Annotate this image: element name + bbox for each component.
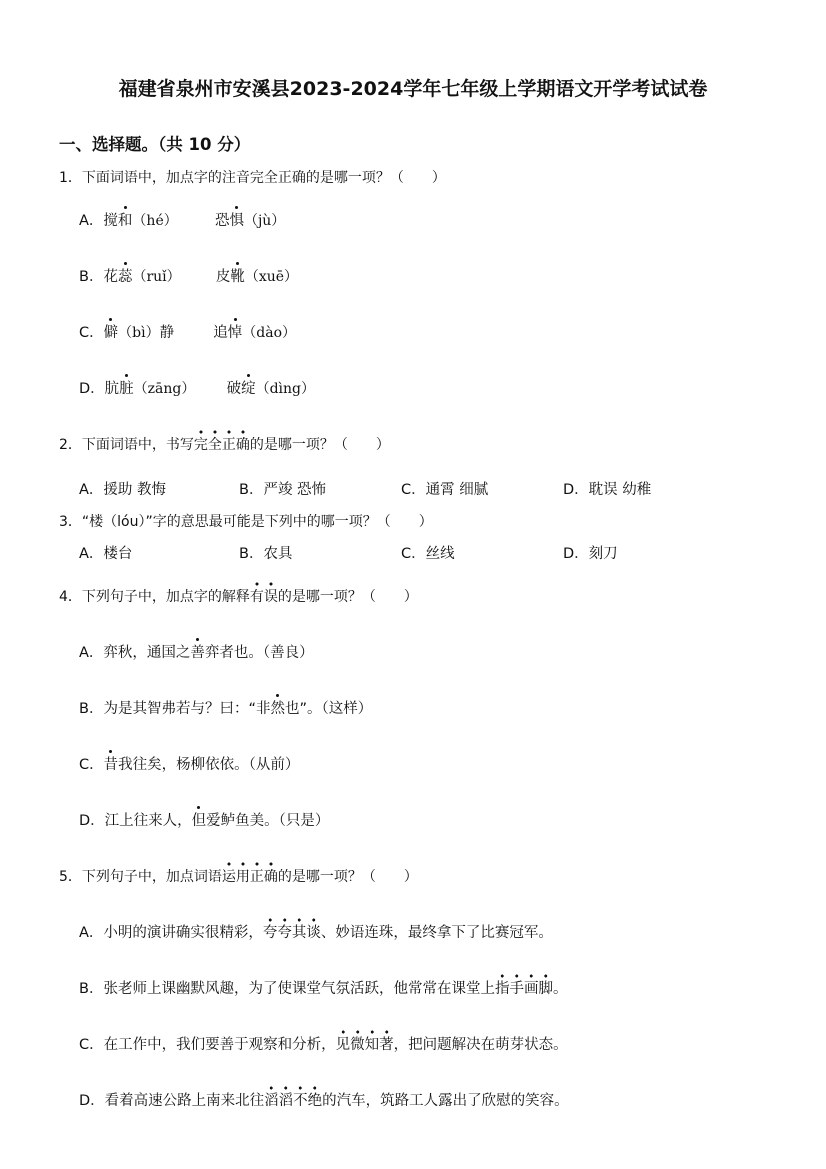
emphasis-dot-char: 僻 [104, 322, 119, 344]
emphasis-dotted-word: 滔滔不绝 [264, 1086, 322, 1112]
emphasis-dot-char: 然 [270, 698, 285, 720]
emphasis-dotted-word: 运用正确 [222, 862, 278, 888]
question-3-stem: 3．“楼（lóu）”字的意思最可能是下列中的哪一项？（ ） [59, 514, 433, 530]
question-3-option-a: A．楼台 [79, 546, 133, 562]
question-1-option-b: B．花蕊（ruǐ） 皮靴（xuē） [79, 266, 298, 288]
emphasis-dot-char: 悼 [228, 322, 243, 344]
question-5-option-b: B．张老师上课幽默风趣，为了使课堂气氛活跃，他常常在课堂上指手画脚。 [79, 978, 567, 1000]
question-1-option-a: A．搅和（hé） 恐惧（jù） [79, 210, 285, 232]
question-2-option-b: B．严竣 恐怖 [239, 482, 327, 498]
question-4-option-c: C．昔我往矣，杨柳依依。（从前） [79, 754, 299, 776]
emphasis-dotted-word: 有误 [250, 582, 278, 608]
question-1-option-d: D．肮脏（zāng） 破绽（dìng） [79, 378, 315, 400]
emphasis-dot-char: 和 [118, 210, 133, 232]
section-heading: 一、选择题。（共 10 分） [59, 135, 251, 154]
question-4-option-d: D．江上往来人，但爱鲈鱼美。（只是） [79, 810, 329, 832]
question-2-option-d: D．耽误 幼稚 [563, 482, 652, 498]
question-3-option-c: C．丝线 [401, 546, 455, 562]
emphasis-dot-char: 昔 [104, 754, 119, 776]
question-2-stem: 2．下面词语中，书写完全正确的是哪一项？（ ） [59, 434, 390, 456]
question-1-option-c: C．僻（bì）静 追悼（dào） [79, 322, 296, 344]
emphasis-dotted-word: 完全正确 [194, 430, 250, 456]
page-title: 福建省泉州市安溪县2023-2024学年七年级上学期语文开学考试试卷 [118, 78, 708, 100]
question-5-option-d: D．看着高速公路上南来北往滔滔不绝的汽车，筑路工人露出了欣慰的笑容。 [79, 1090, 569, 1112]
emphasis-dot-char: 但 [192, 810, 207, 832]
question-3-option-b: B．农具 [239, 546, 293, 562]
question-3-option-d: D．刻刀 [563, 546, 618, 562]
emphasis-dot-char: 绽 [241, 378, 256, 400]
emphasis-dot-char: 靴 [230, 266, 245, 288]
question-4-stem: 4．下列句子中，加点字的解释有误的是哪一项？（ ） [59, 586, 418, 608]
emphasis-dot-char: 善 [190, 642, 205, 664]
question-5-option-c: C．在工作中，我们要善于观察和分析，见微知著，把问题解决在萌芽状态。 [79, 1034, 568, 1056]
question-1-stem: 1．下面词语中，加点字的注音完全正确的是哪一项？（ ） [59, 170, 446, 186]
emphasis-dot-char: 蕊 [118, 266, 133, 288]
emphasis-dot-char: 脏 [119, 378, 134, 400]
question-4-option-a: A．弈秋，通国之善弈者也。（善良） [79, 642, 314, 664]
question-5-option-a: A．小明的演讲确实很精彩，夸夸其谈、妙语连珠，最终拿下了比赛冠军。 [79, 922, 553, 944]
emphasis-dot-char: 惧 [229, 210, 244, 232]
question-4-option-b: B．为是其智弗若与？曰：“非然也”。（这样） [79, 698, 372, 720]
emphasis-dotted-word: 指手画脚 [495, 974, 553, 1000]
question-5-stem: 5．下列句子中，加点词语运用正确的是哪一项？（ ） [59, 866, 418, 888]
question-2-option-c: C．通霄 细腻 [401, 482, 489, 498]
emphasis-dotted-word: 见微知著 [336, 1030, 394, 1056]
emphasis-dotted-word: 夸夸其谈 [263, 918, 321, 944]
question-2-option-a: A．援助 教悔 [79, 482, 167, 498]
